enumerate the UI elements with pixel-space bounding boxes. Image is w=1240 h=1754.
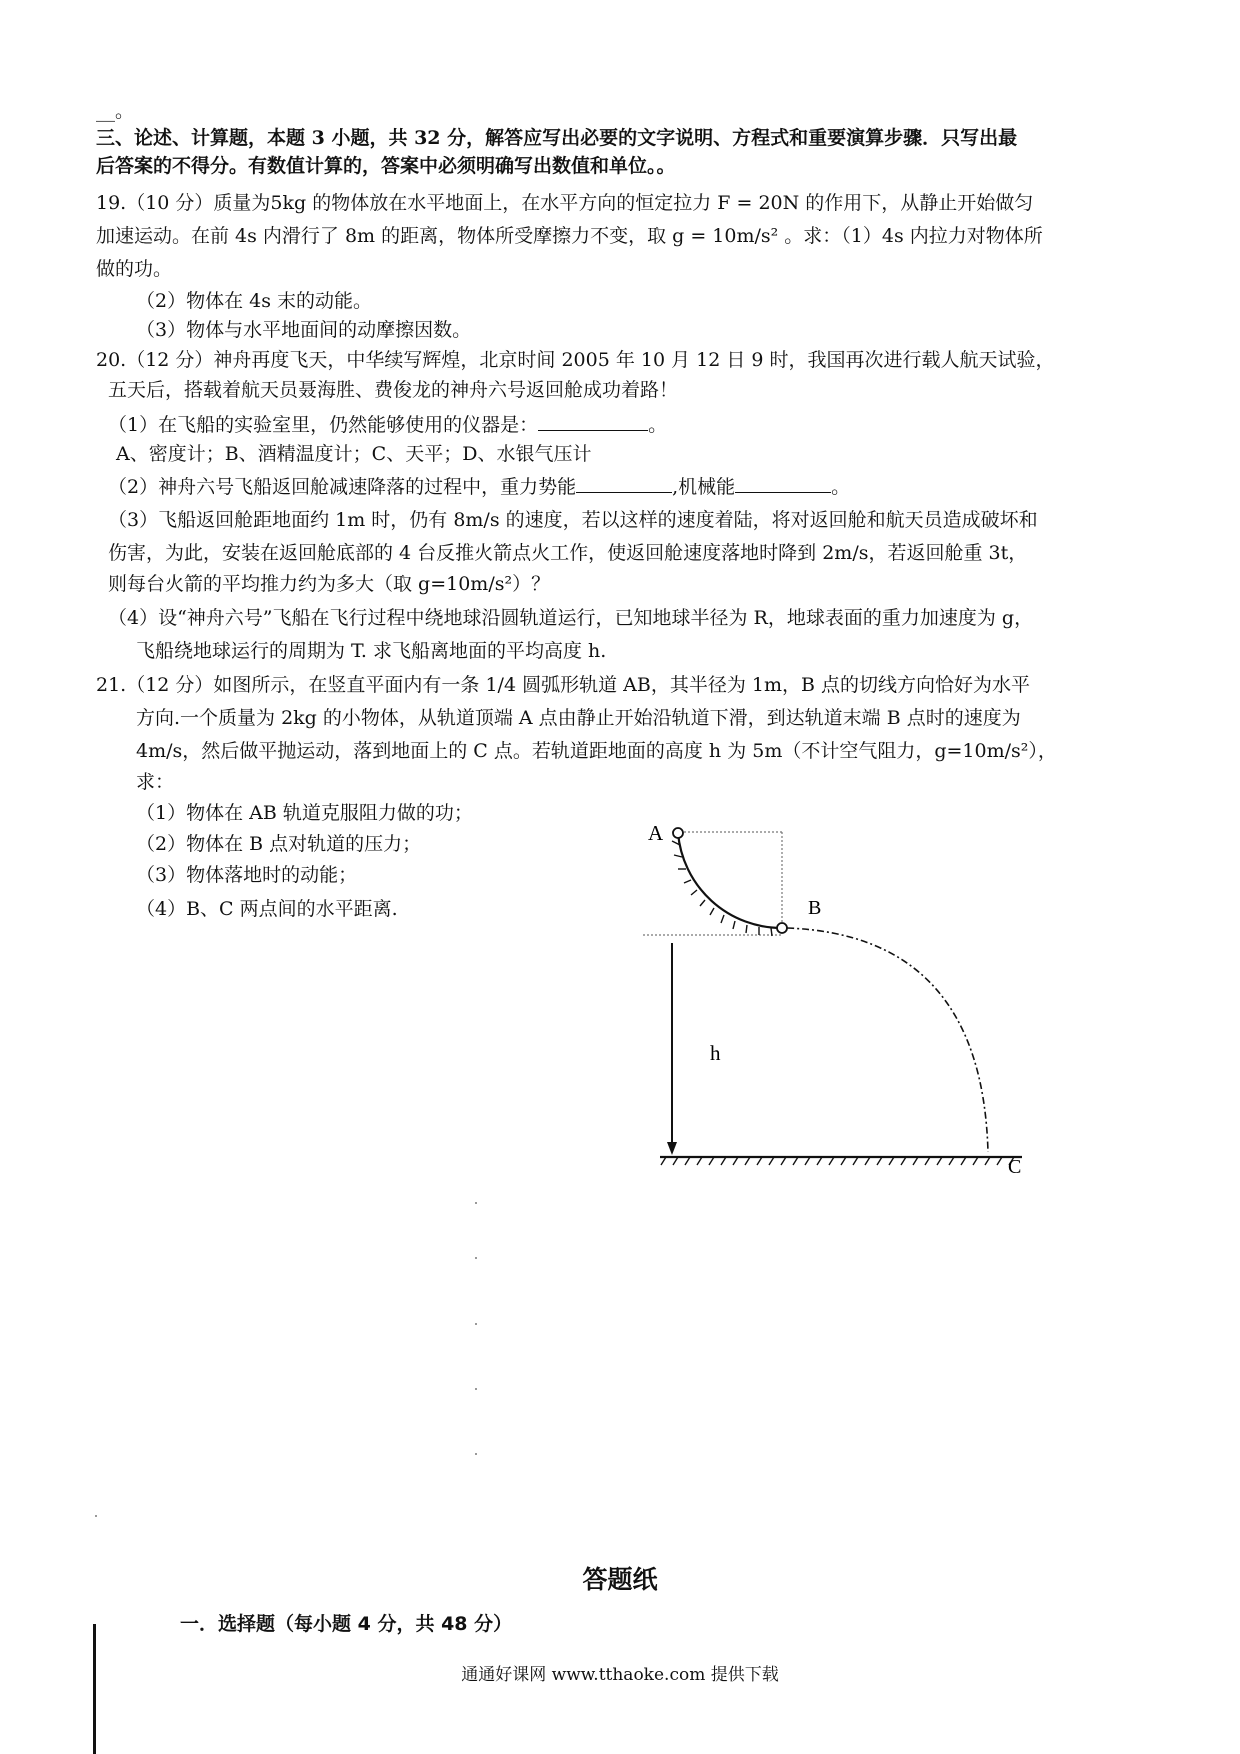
q20-part-2: （2）神舟六号飞船返回舱减速降落的过程中，重力势能 ,机械能 。 [108, 472, 1168, 501]
q20-part-3-line-2: 伤害，为此，安装在返回舱底部的 4 台反推火箭点火工作，使返回舱速度落地时降到 2m/s，若返回舱重 3t， [108, 542, 1028, 564]
scan-artifact [475, 1257, 477, 1259]
q21-part-4: （4）B、C 两点间的水平距离. [136, 898, 398, 920]
projectile-path [787, 928, 988, 1152]
q20-line-2: 五天后，搭载着航天员聂海胜、费俊龙的神舟六号返回舱成功着路！ [108, 379, 679, 401]
q19-line-2: 加速运动。在前 4s 内滑行了 8m 的距离，物体所受摩擦力不变，取 g = 10m/s² 。求：（1）4s 内拉力对物体所 [96, 225, 1043, 247]
section-three-heading: 三、论述、计算题，本题 3 小题，共 32 分，解答应写出必要的文字说明、方程式和重要演算步骤．只写出最 [96, 127, 1018, 149]
answer-sheet-title: 答题纸 [582, 1565, 658, 1594]
section-three-heading-cont: 后答案的不得分。有数值计算的，答案中必须明确写出数值和单位。。 [96, 155, 676, 177]
q21-line-3: 4m/s，然后做平抛运动，落到地面上的 C 点。若轨道距地面的高度 h 为 5m（不计空气阻力，g=10m/s²）， [136, 740, 1057, 762]
q21-line-2: 方向.一个质量为 2kg 的小物体，从轨道顶端 A 点由静止开始沿轨道下滑，到达轨道末端 B 点时的速度为 [136, 707, 1021, 729]
label-a: A [648, 821, 664, 845]
q20-options: A、密度计；B、酒精温度计；C、天平；D、水银气压计 [116, 443, 592, 465]
scan-artifact [95, 1515, 97, 1517]
scan-artifact [475, 1323, 477, 1325]
scan-artifact [475, 1453, 477, 1455]
point-b-marker [777, 923, 787, 933]
continuation-text: __。 [96, 100, 135, 122]
footer-text: 通通好课网 www.tthaoke.com 提供下载 [461, 1665, 779, 1685]
q20-part-4-line-2: 飞船绕地球运行的周期为 T. 求飞船离地面的平均高度 h. [136, 640, 607, 662]
q20-part-1: （1）在飞船的实验室里，仍然能够使用的仪器是： 。 [108, 410, 1168, 439]
q21-line-1: 21.（12 分）如图所示，在竖直平面内有一条 1/4 圆弧形轨道 AB，其半径为 1m，B 点的切线方向恰好为水平 [96, 674, 1030, 696]
q21-part-1: （1）物体在 AB 轨道克服阻力做的功； [136, 802, 473, 824]
label-b: B [808, 897, 822, 919]
point-a-marker [673, 828, 683, 838]
scan-artifact [475, 1388, 477, 1390]
answer-blank [576, 472, 672, 493]
answer-blank [538, 410, 648, 431]
scan-artifact [475, 1202, 477, 1204]
q19-part-2: （2）物体在 4s 末的动能。 [136, 290, 373, 312]
q21-part-3: （3）物体落地时的动能； [136, 864, 358, 886]
q19-line-1: 19.（10 分）质量为5kg 的物体放在水平地面上，在水平方向的恒定拉力 F = 20N 的作用下，从静止开始做匀 [96, 192, 1034, 214]
answer-section-heading: 一．选择题（每小题 4 分，共 48 分） [180, 1613, 513, 1635]
track-figure [640, 815, 1040, 1195]
label-h: h [710, 1041, 721, 1065]
q20-part-4-line-1: （4）设“神舟六号”飞船在飞行过程中绕地球沿圆轨道运行，已知地球半径为 R，地球表面的重力加速度为 g， [108, 607, 1034, 629]
q21-line-4: 求： [136, 771, 175, 793]
q20-line-1: 20.（12 分）神舟再度飞天，中华续写辉煌，北京时间 2005 年 10 月 12 日 9 时，我国再次进行载人航天试验， [96, 349, 1055, 371]
q20-part-3-line-1: （3）飞船返回舱距地面约 1m 时，仍有 8m/s 的速度，若以这样的速度着陆，将对返回舱和航天员造成破坏和 [108, 509, 1038, 531]
arc-hatching [672, 841, 772, 936]
height-arrowhead [667, 1142, 677, 1155]
left-border-bar [93, 1624, 96, 1754]
arc-track [678, 833, 782, 928]
q21-part-2: （2）物体在 B 点对轨道的压力； [136, 833, 422, 855]
answer-blank [735, 472, 831, 493]
q20-part-3-line-3: 则每台火箭的平均推力约为多大（取 g=10m/s²）？ [108, 573, 551, 595]
label-c: C [1008, 1156, 1022, 1178]
ground-hatching [661, 1157, 1014, 1165]
q19-part-3: （3）物体与水平地面间的动摩擦因数。 [136, 319, 472, 341]
q19-line-3: 做的功。 [96, 258, 173, 280]
